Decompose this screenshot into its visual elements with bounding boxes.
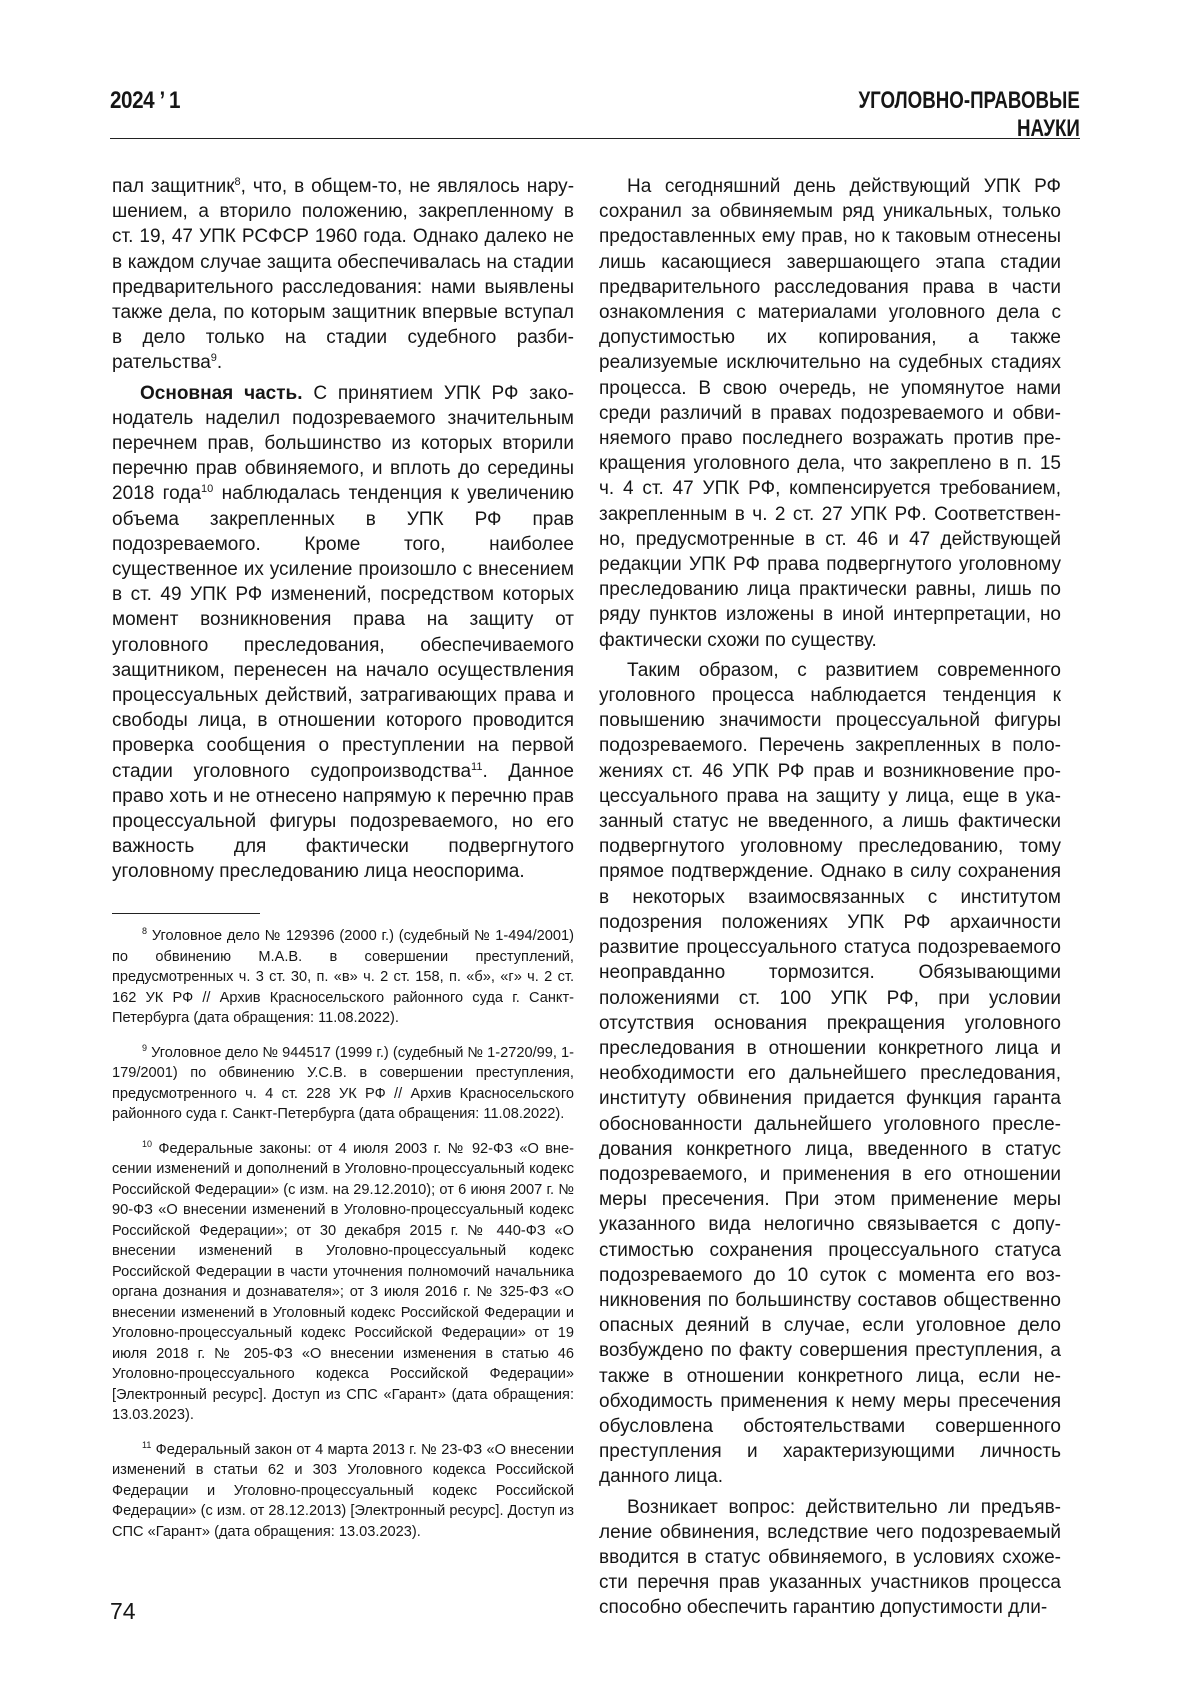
text-run: С принятием УПК РФ законодатель наделил подозреваемого значительным перечнем прав, большинство из которых вторили перечню прав обвиняемого, и вплоть до середины 2018 года [112, 382, 574, 505]
paragraph: Таким образом, с развитием современного уголовного процесса наблюдается тенденция к повышению значимости процессуальной фигуры подозреваемого. Перечень закрепленных в положениях ст. 46 УПК РФ прав и возникновение процессуального права на защиту у лица, еще в указанный статус не введенного, а лишь фактически подвергнутого уголовному преследованию, тому прямое подтверждение. Однако в силу сохранения в некоторых взаимосвязанных с институтом подозрения положениях УПК РФ архаичности развитие процессуального статуса подозреваемого неоправданно тормозится. Обязывающими положениями ст. 100 УПК РФ, при условии отсутствия основания прекращения уголовного преследования в отношении конкретного лица и необходимости его дальнейшего преследования, институту обвинения придается функция гаранта обоснованности дальнейшего уголовного преследования конкретного лица, введенного в статус подозреваемого, и применения в его отношении меры пресечения. При этом применение меры указанного вида нелогично связывается с допустимостью сохранения процессуального статуса подозреваемого до 10 суток с момента его возникновения по большинству составов общественно опасных деяний в случае, если уголовное дело возбуждено по факту совершения преступления, а также в отношении конкретного лица, если необходимость применения к нему меры пресечения обусловлена обстоятельствами совершенного преступления и характеризующими личность данного лица. [599, 659, 1061, 1488]
footnote-9 [112, 1043, 574, 1125]
left-column [112, 174, 574, 885]
footnote-text: Федеральный закон от 4 марта 2013 г. № 23-ФЗ «О внесении изменений в статьи 62 и 303 Уголовного кодекса Российской Федерации и Уголовно-процессуальный кодекс Российской Федерации» (с изм. от 28.12.2013) [Электронный ресурс]. Доступ из СПС «Гарант» (дата обращения: 13.03.2023). [112, 1441, 574, 1540]
footnote-number: 10 [142, 1138, 153, 1149]
footnote-ref-11[interactable]: 11 [471, 760, 483, 773]
text-run: . [216, 352, 223, 374]
footnote-ref-9[interactable]: 9 [210, 352, 217, 365]
footnotes [112, 926, 574, 1556]
footnote-text: Федеральные законы: от 4 июля 2003 г. № 92-ФЗ «О внесении изменений и дополнений в Уголовно-процессуальный кодекс Российской Федерации» (с изм. на 29.12.2010); от 6 июня 2007 г. № 90-ФЗ «О внесении изменений в Уголовно-процессуальный кодекс Российской Федерации»; от 30 декабря 2015 г. № 440-ФЗ «О внесении изменений в Уголовно-процессуальный кодекс Российской Федерации в части уточнения полномочий начальника органа дознания и дознавателя»; от 3 июля 2016 г. № 325-ФЗ «О внесении изменений в Уголовный кодекс Российской Федерации и Уголовно-процессуальный кодекс Российской Федерации» от 19 июля 2018 г. № 205-ФЗ «О внесении изменения в статью 46 Уголовно-процессуального кодекса Российской Федерации» [Электронный ресурс]. Доступ из СПС «Гарант» (дата обращения: 13.03.2023). [112, 1140, 574, 1423]
section-title [859, 87, 1080, 143]
footnote-rule [112, 913, 260, 914]
footnote-11 [112, 1440, 574, 1543]
footnote-10 [112, 1139, 574, 1426]
paragraph: Возникает вопрос: действительно ли предъявление обвинения, вследствие чего подозреваемый вводится в статус обвиняемого, в условиях схожести перечня прав указанных участников процесса способно обеспечить гарантию допустимости дли- [599, 1496, 1061, 1619]
footnote-8 [112, 926, 574, 1029]
header-rule [110, 138, 1080, 139]
section-title-line2: НАУКИ [1017, 115, 1080, 142]
page-number: 74 [110, 1598, 136, 1624]
text-run: наблюдалась тенденция к увеличению объема закрепленных в УПК РФ прав подозреваемого. Кроме того, наиболее существенное их усиление произошло с внесением в ст. 49 УПК РФ изменений, посредством которых момент возникновения права на защиту от уголовного преследования, обеспечиваемого защитником, перенесен на начало осуществления процессуальных действий, затрагивающих права и свободы лица, в отношении которого проводится проверка сообщения о преступлении на первой стадии уголовного судопроизводства [112, 483, 574, 782]
paragraph [112, 174, 574, 376]
text-run: . Данное право хоть и не отнесено напрямую к перечню прав процессуальной фигуры подозреваемого, но его важность для фактически подвергнутого уголовному преследованию лица неоспорима. [112, 760, 574, 883]
footnote-number: 11 [142, 1439, 152, 1450]
footnote-text: Уголовное дело № 944517 (1999 г.) (судебный № 1-2720/99, 1-179/2001) по обвинению У.С.В. в совершении преступления, предусмотренного ч. 4 ст. 228 УК РФ // Архив Красносельского районного суда г. Санкт-Петербурга (дата обращения: 11.08.2022). [112, 1044, 574, 1122]
text-run: пал защитник [112, 176, 235, 197]
issue-number: 2024 ’ 1 [110, 87, 181, 114]
footnote-text: Уголовное дело № 129396 (2000 г.) (судебный № 1-494/2001) по обвинению М.А.В. в совершении преступлений, предусмотренных ч. 3 ст. 30, п. «в» ч. 2 ст. 158, п. «б», «г» ч. 2 ст. 162 УК РФ // Архив Красносельского районного суда г. Санкт-Петербурга (дата обращения: 11.08.2022). [112, 928, 574, 1026]
paragraph: На сегодняшний день действующий УПК РФ сохранил за обвиняемым ряд уникальных, только предоставленных ему прав, но к таковым отнесены лишь касающиеся завершающего этапа стадии предварительного расследования права в части ознакомления с материалами уголовного дела с допустимостью их копирования, а также реализуемые исключительно на судебных стадиях процесса. В свою очередь, не упомянутое нами среди различий в правах подозреваемого и обвиняемого право последнего возражать против прекращения уголовного дела, что закреплено в п. 15 ч. 4 ст. 47 УПК РФ, компенсируется требованием, закрепленным в ч. 2 ст. 27 УПК РФ. Соответственно, предусмотренные в ст. 46 и 47 действующей редакции УПК РФ права подвергнутого уголовному преследованию лица практически равны, лишь по ряду пунктов изложены в иной интерпретации, но фактически схожи по существу. [599, 176, 1061, 651]
section-heading: Основная часть. [140, 382, 303, 404]
footnote-number: 9 [142, 1042, 148, 1053]
paragraph-main-part [112, 381, 574, 885]
right-column [599, 174, 1061, 1621]
text-run: , что, в общем-то, не являлось нарушением, а вторило положению, закрепленному в ст. 19, 47 УПК РСФСР 1960 года. Однако далеко не в каждом случае защита обеспечивалась на стадии предварительного расследования: нами выявлены также дела, по которым защитник впервые вступал в дело только на стадии судебного разбирательства [112, 176, 575, 374]
footnote-ref-10[interactable]: 10 [200, 483, 214, 496]
section-title-line1: УГОЛОВНО-ПРАВОВЫЕ [858, 87, 1080, 114]
footnote-ref-8[interactable]: 8 [234, 176, 241, 188]
footnote-number: 8 [142, 926, 148, 936]
